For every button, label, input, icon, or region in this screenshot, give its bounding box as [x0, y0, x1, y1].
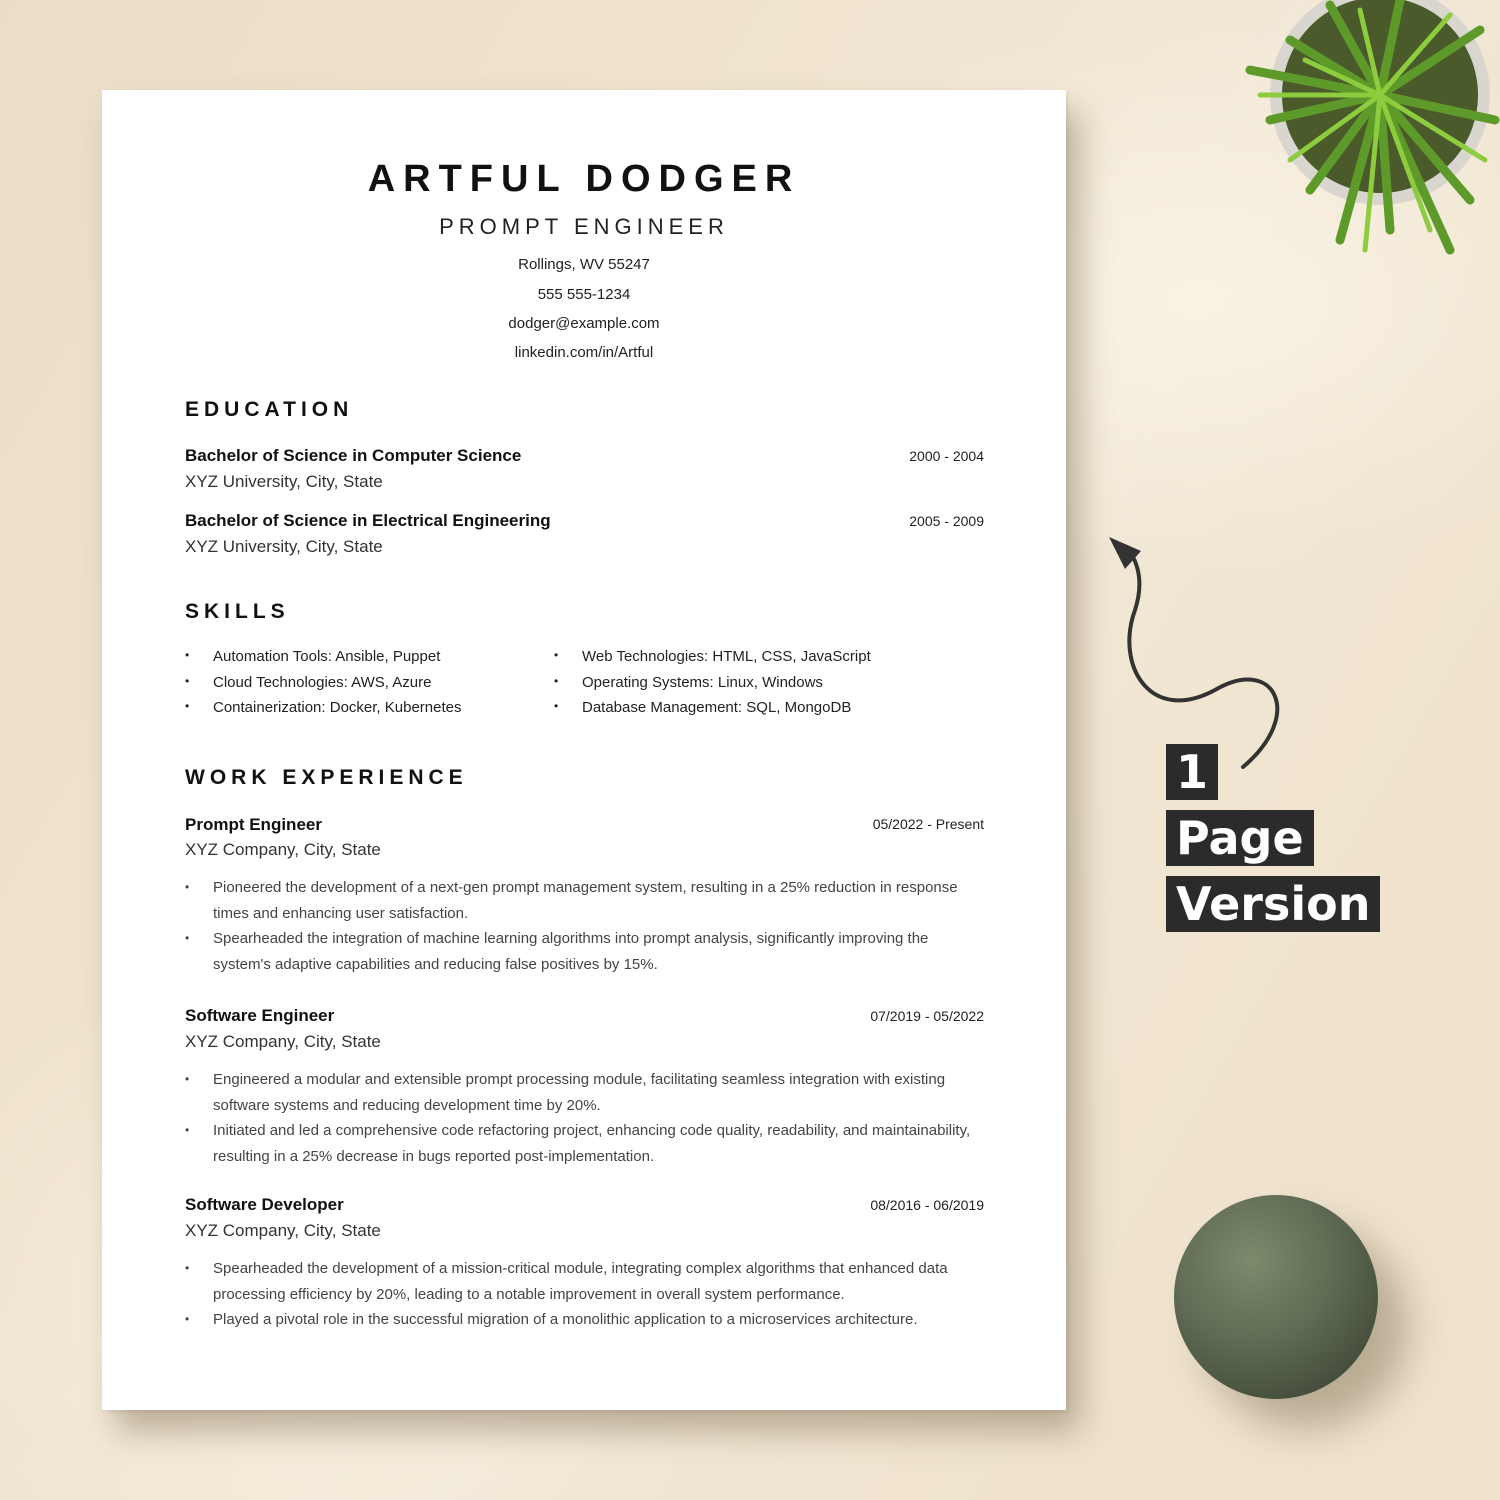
job-company: XYZ Company, City, State — [185, 840, 381, 859]
resume-sheet — [102, 90, 1066, 1410]
curved-arrow-icon — [1095, 525, 1295, 775]
job-bullet: • Spearheaded the development of a mission-critical module, integrating complex algorithms that enhanced data processing efficiency by 20%, leading to a notable improvement in overall system performance. — [213, 1256, 988, 1307]
badge-page-word: Page — [1166, 810, 1314, 866]
education-heading: EDUCATION — [185, 398, 354, 421]
contact-address: Rollings, WV 55247 — [518, 256, 650, 273]
badge-page-count: 1 — [1166, 744, 1218, 800]
skill-item: • Operating Systems: Linux, Windows — [582, 674, 823, 691]
work-heading: WORK EXPERIENCE — [185, 766, 468, 789]
job-title: Prompt Engineer — [185, 815, 322, 834]
job-bullet: • Engineered a modular and extensible prompt processing module, facilitating seamless integration with existing software systems and reducing development time by 20%. — [213, 1067, 988, 1118]
job-bullet: • Pioneered the development of a next-gen prompt management system, resulting in a 25% reduction in response times and enhancing user satisfaction. — [213, 875, 988, 926]
skill-item: • Web Technologies: HTML, CSS, JavaScript — [582, 648, 871, 665]
job-bullet: • Initiated and led a comprehensive code refactoring project, enhancing code quality, readability, and maintainability, resulting in a 25% decrease in bugs reported post-implementation. — [213, 1118, 988, 1169]
education-school: XYZ University, City, State — [185, 537, 383, 556]
skill-item: • Database Management: SQL, MongoDB — [582, 699, 851, 716]
job-title: Software Engineer — [185, 1006, 335, 1025]
education-dates: 2005 - 2009 — [909, 513, 984, 529]
job-bullet: • Spearheaded the integration of machine learning algorithms into prompt analysis, significantly improving the system's adaptive capabilities and reducing false positives by 15%. — [213, 926, 988, 977]
decorative-ball — [1174, 1195, 1378, 1399]
job-bullets — [213, 1067, 988, 1169]
job-dates: 05/2022 - Present — [872, 816, 984, 832]
skill-item: • Automation Tools: Ansible, Puppet — [213, 648, 440, 665]
resume-role: PROMPT ENGINEER — [439, 214, 729, 239]
job-company: XYZ Company, City, State — [185, 1032, 381, 1051]
job-company: XYZ Company, City, State — [185, 1221, 381, 1240]
job-bullets — [213, 875, 988, 977]
badge-version-word: Version — [1166, 876, 1380, 932]
contact-email: dodger@example.com — [508, 315, 660, 332]
skills-heading: SKILLS — [185, 600, 290, 623]
contact-linkedin: linkedin.com/in/Artful — [514, 344, 654, 361]
education-dates: 2000 - 2004 — [909, 448, 984, 464]
job-title: Software Developer — [185, 1195, 344, 1214]
contact-phone: 555 555-1234 — [537, 286, 631, 303]
job-bullets — [213, 1256, 988, 1333]
skill-item: • Cloud Technologies: AWS, Azure — [213, 674, 431, 691]
resume-name: ARTFUL DODGER — [367, 158, 801, 200]
potted-plant-icon — [1230, 0, 1500, 270]
job-dates: 08/2016 - 06/2019 — [870, 1197, 984, 1213]
skill-item: • Containerization: Docker, Kubernetes — [213, 699, 461, 716]
job-dates: 07/2019 - 05/2022 — [870, 1008, 984, 1024]
education-school: XYZ University, City, State — [185, 472, 383, 491]
education-degree: Bachelor of Science in Electrical Engineering — [185, 511, 551, 530]
job-bullet: • Played a pivotal role in the successful migration of a monolithic application to a microservices architecture. — [213, 1307, 988, 1333]
education-degree: Bachelor of Science in Computer Science — [185, 446, 522, 465]
